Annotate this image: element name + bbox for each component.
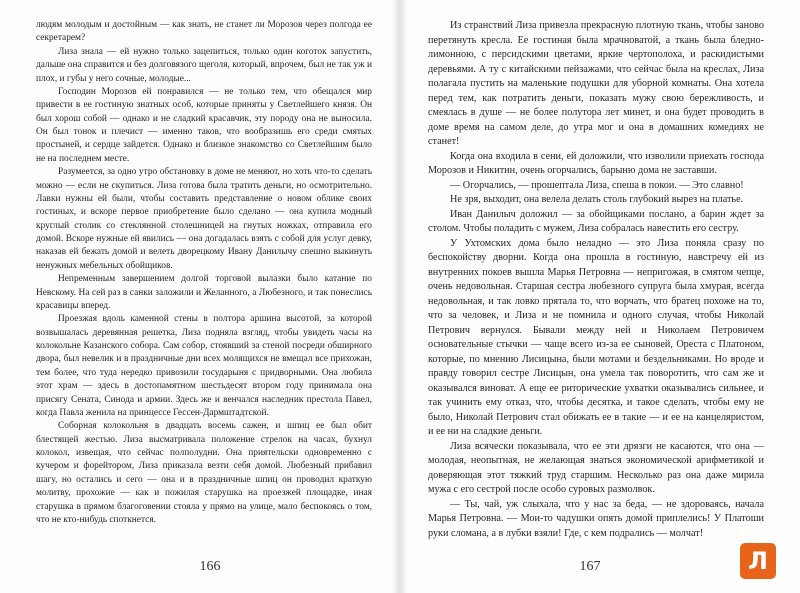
paragraph: Господин Морозов ей понравился — не только тем, что обещался мир привести в ее гостиную знатных особ, которые приняты у Светлейшего князя. Он был хорош собой — однако и не сладкий красавчик, эту породу она не выносила. Он был тонок и плечист — именно таков, что вообразишь его среди смятых простыней, и сердце зайдется. Однако и близкое знакомство со Светлейшим было не на последнем месте.: [36, 86, 372, 164]
right-page: [400, 0, 800, 593]
publisher-logo-letter: Л: [748, 547, 768, 575]
left-page-text: [36, 19, 372, 527]
page-number-right: 167: [579, 559, 601, 574]
paragraph: Соборная колокольня в двадцать восемь сажен, и шпиц ее был обит блестящей жестью. Лиза высматривала положение стрелок на часах, бухнул колокол, извещая, что сейчас полполудни. Она приятельски одновременно с кучером и форейтором, Лиза приказала везти себя домой. Любезный прибавил шагу, но остались и сего — она и в праздничные шпиц он проводил краткую молитву, прохожие — как и пожилая старушка на проезжей площадке, иная старушка в прямом благоговении стояла у прямо на улице, мало беспокоясь о том, что не кто-нибудь споткнется.: [36, 421, 372, 525]
paragraph: Когда она входила в сени, ей доложили, что изволили приехать господа Морозов и Никитин, очень огорчались, барыню дома не заставши.: [428, 150, 764, 176]
right-page-text: [428, 19, 764, 541]
book-gutter-shadow: [392, 0, 408, 593]
paragraph: людям молодым и достойным — как знать, не станет ли Морозов через полгода ее секретарем?: [36, 20, 372, 44]
paragraph: Из странствий Лиза привезла прекрасную плотную ткань, чтобы заново перетянуть кресла. Ее гостиная была мрачноватой, а ткань была бледно-лимонною, с персидскими цветами, яркие чертополоха, и раскидистыми деревьями. А ту с китайскими пейзажами, что сейчас была на креслах, Лиза полагала пустить на маленькие подушки для уборной комнаты. Она хотела перед тем, как потратить деньги, показать мужу свою бережливость, и смеялась в душе — не более полутора лет минет, и она будет проводить в доме время на самом деле, до утра мог и она в домашних комедиях не станет!: [428, 20, 764, 147]
paragraph: Не зря, выходит, она велела делать столь глубокий вырез на платье.: [450, 194, 744, 205]
paragraph: Иван Данилыч доложил — за обойщиками послано, а барин ждет за столом. Чтобы поладить с мужем, Лиза собралась навестить его сестру.: [428, 208, 764, 234]
paragraph: Проезжая вдоль каменной стены в полтора аршина высотой, за которой возвышалась деревянная решетка, Лиза подняла взгляд, чтобы увидеть часы на колокольне Казанского собора. Сам собор, стоявший за стеной посреди обширного двора, был невелик и в праздничные дни всех молящихся не вмещал все прихожан, тем более, что туда нередко привозили государыня с придворными. Она любила этот храм — здесь в достопамятном шестьдесят втором году принимала она присягу Сената, Синода и армии. Здесь же и венчался наследник престола Павел, когда Павла женила на принцессе Гессен-Дармштадтской.: [36, 314, 372, 418]
paragraph: У Ухтомских дома было неладно — это Лиза поняла сразу по беспокойству дворни. Когда она прошла в гостиную, навстречу ей из внутренних покоев вышла Марья Петровна — непригожая, в смятом чепце, очень недовольная. Старшая сестра любезного супруга была хмурая, всегда недовольная, и так ловко прятала то, что ворчать, что братец похоже на то, что за человек, и Лиза и не помнила и одного случая, чтобы Николай Петрович вернулся. Бывали между ней и Николаем Петровичем основательные стычки — чаще всего из-за ее сыновей, Ореста с Платоном, которые, по мнению Лисицына, были мотами и бездельниками. Но вроде и правду говорил сестре Лисицын, она умела так поворотить, что сам же и оказывался виноват. А еще ее риторические ухватки оказывались сильнее, и так учинить ему отказ, что, чтобы десятка, и такое сделать, чтобы ему не было, Николай Петрович стал обижать ее в такие — и ее на канцеляристом, и ее ни на сладкие деньги.: [428, 237, 764, 437]
paragraph: Разумеется, за одно утро обстановку в доме не меняют, но хоть что-то сделать можно — если не скупиться. Лиза готова была тратить деньги, но осмотрительно. Лавки нужны ей были, чтобы составить представление о новом облике своих гостиных, и вскоре первое приобретение было сделано — она купила модный круглый столик со стеклянной столешницей на гнутых ножках, отправила его домой. Вскоре нужные ей явились — она догадалась взять с собой для услуг девку, наказав ей бежать домой и велеть дворецкому Ивану Данилычу спешно выкинуть ненужных мебельных обойщиков.: [36, 167, 372, 271]
paragraph: — Огорчались, — прошептала Лиза, спеша в покои. — Это славно!: [450, 179, 744, 191]
page-number-left: 166: [199, 559, 221, 574]
paragraph: Лиза всячески показывала, что ее эти дрязги не касаются, что она — молодая, неопытная, не желающая знаться экономической арифметикой и доверяющая этот тяжкий труд старшим. Несколько раз она даже мирила мужа с его сестрой после особо суровых размолвок.: [428, 440, 764, 495]
paragraph: Лиза знала — ей нужно только зацепиться, только один коготок запустить, дальше она справится и без долговязого щеголя, который, впрочем, был не так уж и плох, и губы у него сочные, молодые...: [36, 46, 372, 84]
paragraph: Непременным завершением долгой торговой вылазки было катание по Невскому. На сей раз в санки заложили и Желанного, а Любезного, и так понеслись красавицы вперед.: [36, 274, 372, 311]
publisher-logo-icon: [740, 543, 776, 579]
paragraph: — Ты, чай, уж слыхала, что у нас за беда, — не здороваясь, начала Марья Петровна. — Мои-то чадушки опять домой приплелись! У Платоши руки сломана, а в лубки взяли! Где, с кем подрались — молчат!: [428, 498, 764, 539]
